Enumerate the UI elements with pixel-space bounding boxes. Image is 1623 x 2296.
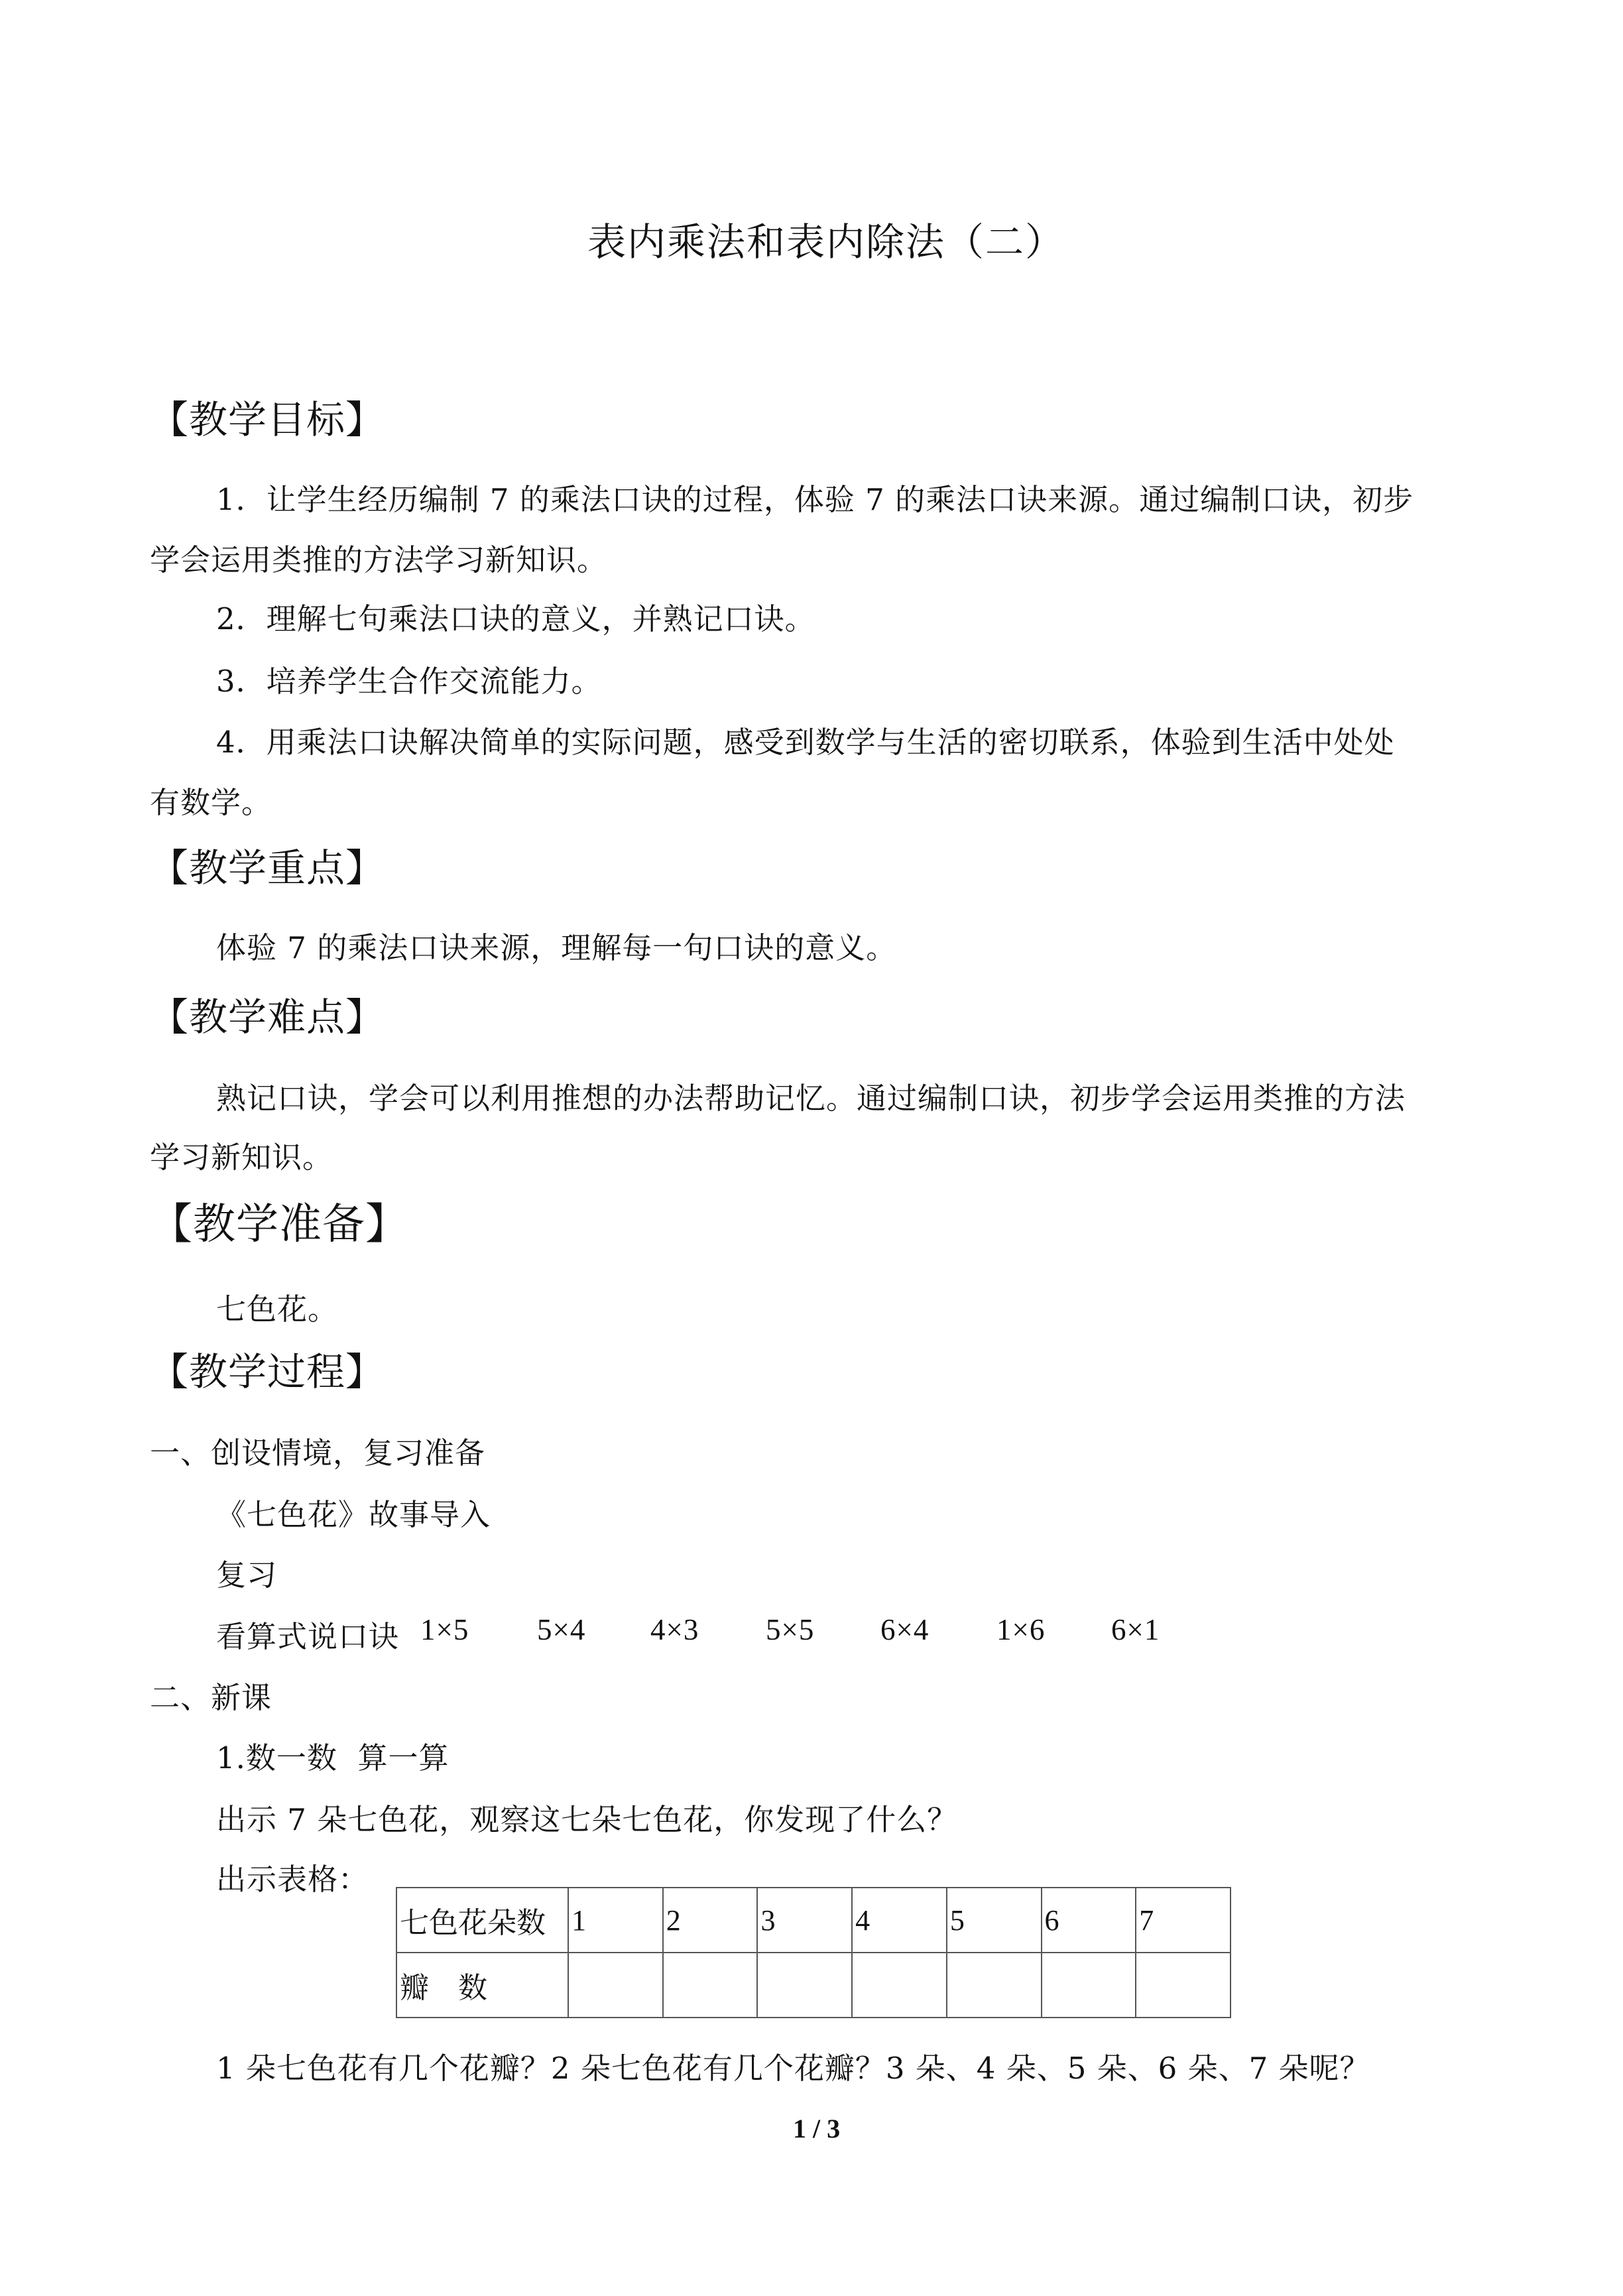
table-cell bbox=[663, 1953, 758, 2018]
table-cell: 6 bbox=[1042, 1888, 1136, 1953]
objective-3: 3．培养学生合作交流能力。 bbox=[216, 664, 602, 699]
review-label: 复习 bbox=[216, 1557, 278, 1593]
table-cell bbox=[1042, 1953, 1136, 2018]
difficulties-heading: 【教学难点】 bbox=[150, 995, 385, 1040]
expression: 6×4 bbox=[880, 1613, 930, 1646]
difficulties-line-1: 熟记口诀，学会可以利用推想的办法帮助记忆。通过编制口诀，初步学会运用类推的方法 bbox=[216, 1081, 1406, 1116]
table-row bbox=[396, 1953, 1231, 2018]
table-row bbox=[396, 1888, 1231, 1953]
table-cell: 5 bbox=[947, 1888, 1042, 1953]
objective-4-line-2: 有数学。 bbox=[150, 785, 272, 820]
table-cell: 1 bbox=[568, 1888, 663, 1953]
expression: 1×6 bbox=[996, 1613, 1046, 1646]
part-2-title: 二、新课 bbox=[150, 1680, 272, 1715]
expression: 6×1 bbox=[1111, 1613, 1160, 1646]
preparation-text: 七色花。 bbox=[216, 1292, 339, 1327]
table-cell bbox=[568, 1953, 663, 2018]
step-1-title: 1.数一数 算一算 bbox=[216, 1740, 450, 1776]
key-points-heading: 【教学重点】 bbox=[150, 845, 385, 890]
objective-4-line-1: 4．用乘法口诀解决简单的实际问题，感受到数学与生活的密切联系，体验到生活中处处 bbox=[216, 725, 1395, 760]
table-cell: 4 bbox=[852, 1888, 947, 1953]
petal-question: 1 朵七色花有几个花瓣？2 朵七色花有几个花瓣？3 朵、4 朵、5 朵、6 朵、7 朵呢？ bbox=[216, 2051, 1370, 2086]
flower-count-label: 七色花朵数 bbox=[396, 1888, 568, 1953]
table-cell: 3 bbox=[757, 1888, 852, 1953]
part-1-title: 一、创设情境，复习准备 bbox=[150, 1435, 486, 1471]
key-points-text: 体验 7 的乘法口诀来源，理解每一句口诀的意义。 bbox=[216, 930, 897, 965]
petal-count-table bbox=[396, 1887, 1231, 2018]
table-cell: 7 bbox=[1136, 1888, 1231, 1953]
page-title: 表内乘法和表内除法（二） bbox=[587, 219, 1065, 265]
preparation-heading: 【教学准备】 bbox=[150, 1200, 408, 1249]
objective-1-line-1: 1．让学生经历编制 7 的乘法口诀的过程，体验 7 的乘法口诀来源。通过编制口诀，初步 bbox=[216, 482, 1414, 517]
objective-2: 2．理解七句乘法口诀的意义，并熟记口诀。 bbox=[216, 601, 815, 636]
story-intro: 《七色花》故事导入 bbox=[216, 1497, 491, 1532]
show-table-label: 出示表格： bbox=[216, 1862, 369, 1897]
expression: 1×5 bbox=[420, 1613, 469, 1646]
objective-1-line-2: 学会运用类推的方法学习新知识。 bbox=[150, 542, 608, 577]
page-number: 1 / 3 bbox=[793, 2114, 841, 2144]
table-cell bbox=[947, 1953, 1042, 2018]
table-cell: 2 bbox=[663, 1888, 758, 1953]
expression: 5×4 bbox=[537, 1613, 586, 1646]
expression: 4×3 bbox=[650, 1613, 699, 1646]
show-flowers-text: 出示 7 朵七色花，观察这七朵七色花，你发现了什么？ bbox=[216, 1802, 958, 1837]
objectives-heading: 【教学目标】 bbox=[150, 397, 385, 442]
process-heading: 【教学过程】 bbox=[150, 1349, 385, 1394]
expression: 5×5 bbox=[766, 1613, 815, 1646]
table-cell bbox=[1136, 1953, 1231, 2018]
petal-count-label: 瓣 数 bbox=[396, 1953, 568, 2018]
difficulties-line-2: 学习新知识。 bbox=[150, 1140, 333, 1175]
oral-formula-label: 看算式说口诀 bbox=[216, 1619, 400, 1654]
table-cell bbox=[757, 1953, 852, 2018]
table-cell bbox=[852, 1953, 947, 2018]
